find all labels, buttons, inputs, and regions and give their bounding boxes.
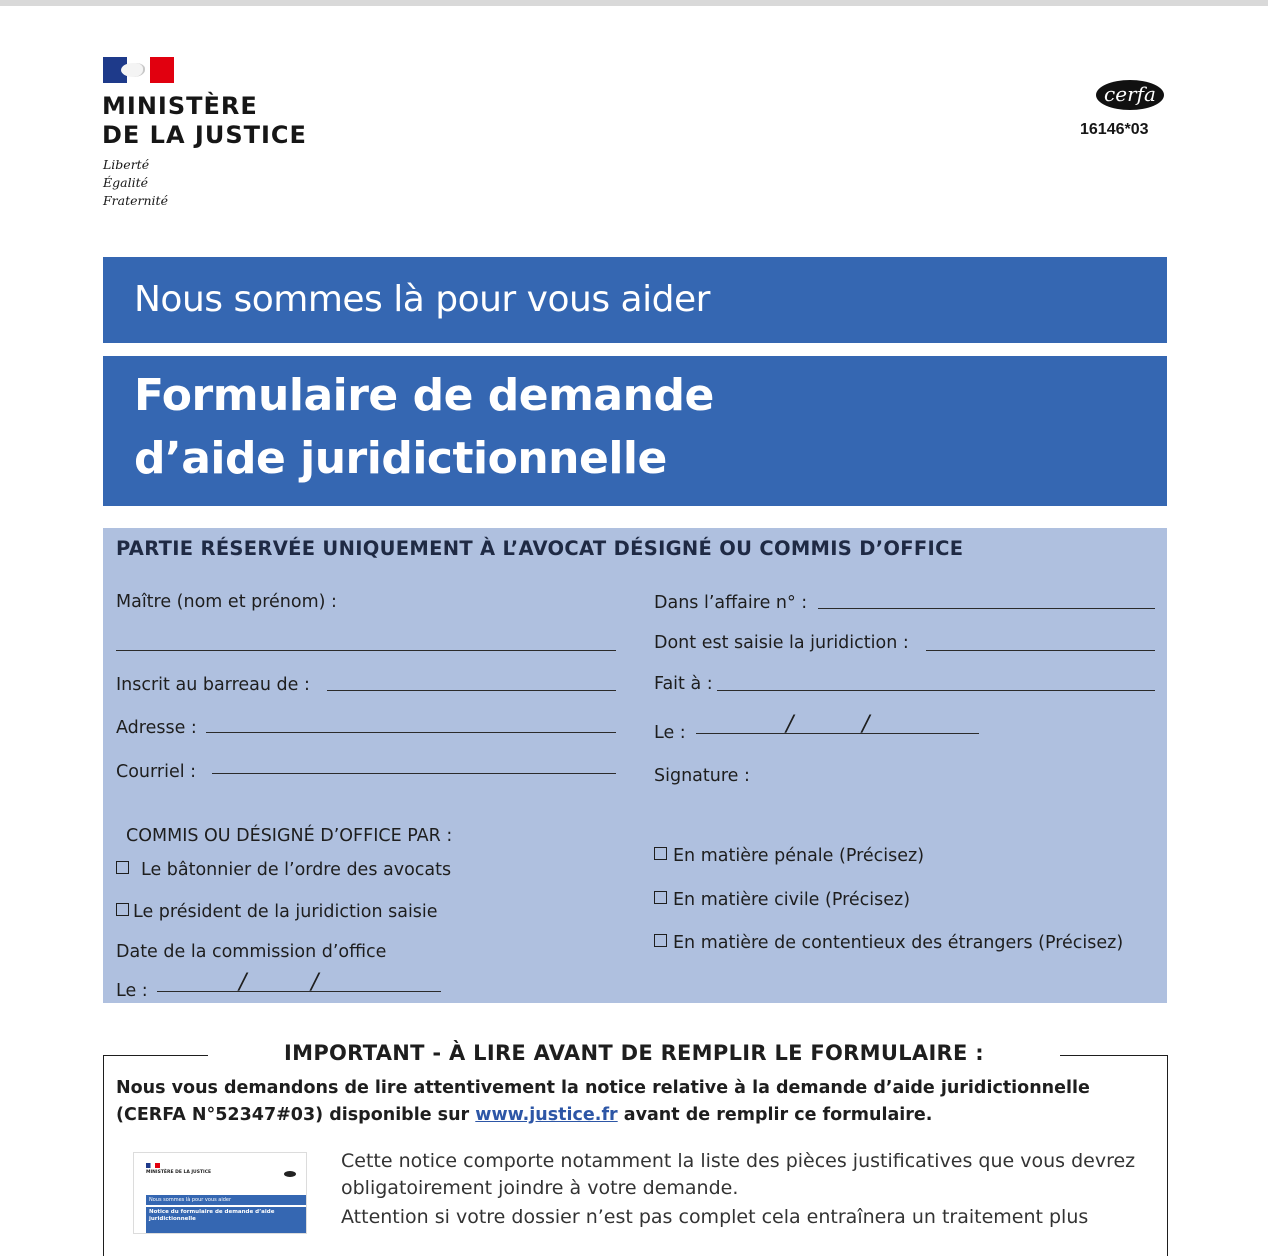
etrangers-label: En matière de contentieux des étrangers (Précisez) [673,933,1124,953]
barreau-label: Inscrit au barreau de : [116,675,310,695]
penale-checkbox[interactable] [654,847,667,860]
ministry-line-1: MINISTÈRE [102,92,258,120]
form-title-line-2: d’aide juridictionnelle [134,433,667,484]
thumb-ministry: MINISTÈRE DE LA JUSTICE [146,1170,212,1175]
thumb-cerfa-logo [284,1171,296,1177]
adresse-label: Adresse : [116,718,197,738]
penale-label: En matière pénale (Précisez) [673,846,925,866]
motto-egalite: Égalité [103,175,148,190]
president-label: Le président de la juridiction saisie [133,902,438,922]
affaire-field[interactable] [818,608,1155,609]
barreau-field[interactable] [327,690,616,691]
date-commission-le-label: Le : [116,981,148,1001]
option-president[interactable] [116,902,438,922]
signature-label: Signature : [654,766,750,786]
juridiction-field[interactable] [926,650,1155,651]
courriel-field[interactable] [212,773,616,774]
option-batonnier[interactable] [116,860,451,880]
commis-title: COMMIS OU DÉSIGNÉ D’OFFICE PAR : [126,826,453,846]
important-text-part1: Nous vous demandons de lire attentivement la notice relative à la demande d’aide juridictionnelle (CERFA N°52347#03) disponible sur [116,1078,1090,1125]
ministry-line-2: DE LA JUSTICE [102,121,307,149]
date-separator: / [311,970,319,995]
juridiction-label: Dont est saisie la juridiction : [654,633,909,653]
date-separator: / [239,970,247,995]
thumb-flag-logo [146,1163,160,1168]
cerfa-logo: cerfa [1096,80,1164,110]
notice-description [341,1148,1161,1231]
date-separator: / [786,712,794,737]
notice-line-2: Attention si votre dossier n’est pas complet cela entraînera un traitement plus [341,1206,1089,1228]
important-title: IMPORTANT - À LIRE AVANT DE REMPLIR LE FORMULAIRE : [208,1041,1060,1065]
maitre-label: Maître (nom et prénom) : [116,592,337,612]
date-commission-field[interactable] [157,991,441,992]
courriel-label: Courriel : [116,762,197,782]
form-title-line-1: Formulaire de demande [134,370,714,421]
motto-liberte: Liberté [103,157,150,172]
republic-motto [103,156,168,210]
thumb-tagline: Nous sommes là pour vous aider [146,1195,307,1205]
marianne-flag-logo [103,57,174,83]
matter-civile[interactable] [654,890,910,910]
etrangers-checkbox[interactable] [654,934,667,947]
cerfa-number: 16146*03 [1080,121,1149,138]
adresse-field[interactable] [206,732,616,733]
date-le-field[interactable] [696,733,979,734]
date-separator: / [862,712,870,737]
civile-label: En matière civile (Précisez) [673,890,911,910]
motto-fraternite: Fraternité [103,193,168,208]
civile-checkbox[interactable] [654,891,667,904]
important-text-part2: avant de remplir ce formulaire. [617,1105,933,1125]
batonnier-checkbox[interactable] [116,861,129,874]
notice-line-1: Cette notice comporte notamment la liste des pièces justificatives que vous devrez obligatoirement joindre à votre demande. [341,1150,1136,1199]
title-banner [103,356,1167,506]
president-checkbox[interactable] [116,903,129,916]
fait-a-label: Fait à : [654,674,713,694]
ministry-name [102,92,307,150]
justice-link[interactable]: www.justice.fr [475,1105,618,1125]
top-border [0,0,1268,6]
date-le-label: Le : [654,723,686,743]
fait-a-field[interactable] [717,690,1155,691]
important-text [116,1075,1146,1129]
lawyer-section-title: PARTIE RÉSERVÉE UNIQUEMENT À L’AVOCAT DÉSIGNÉ OU COMMIS D’OFFICE [116,537,964,560]
matter-penale[interactable] [654,846,924,866]
tagline-banner [103,257,1167,343]
tagline-text: Nous sommes là pour vous aider [134,279,710,320]
form-title [134,364,714,490]
matter-etrangers[interactable] [654,933,1123,953]
maitre-field[interactable] [116,650,616,651]
affaire-label: Dans l’affaire n° : [654,593,808,613]
batonnier-label: Le bâtonnier de l’ordre des avocats [141,860,452,880]
date-commission-label: Date de la commission d’office [116,942,387,962]
thumb-title: Notice du formulaire de demande d’aide juridictionnelle [146,1207,307,1234]
